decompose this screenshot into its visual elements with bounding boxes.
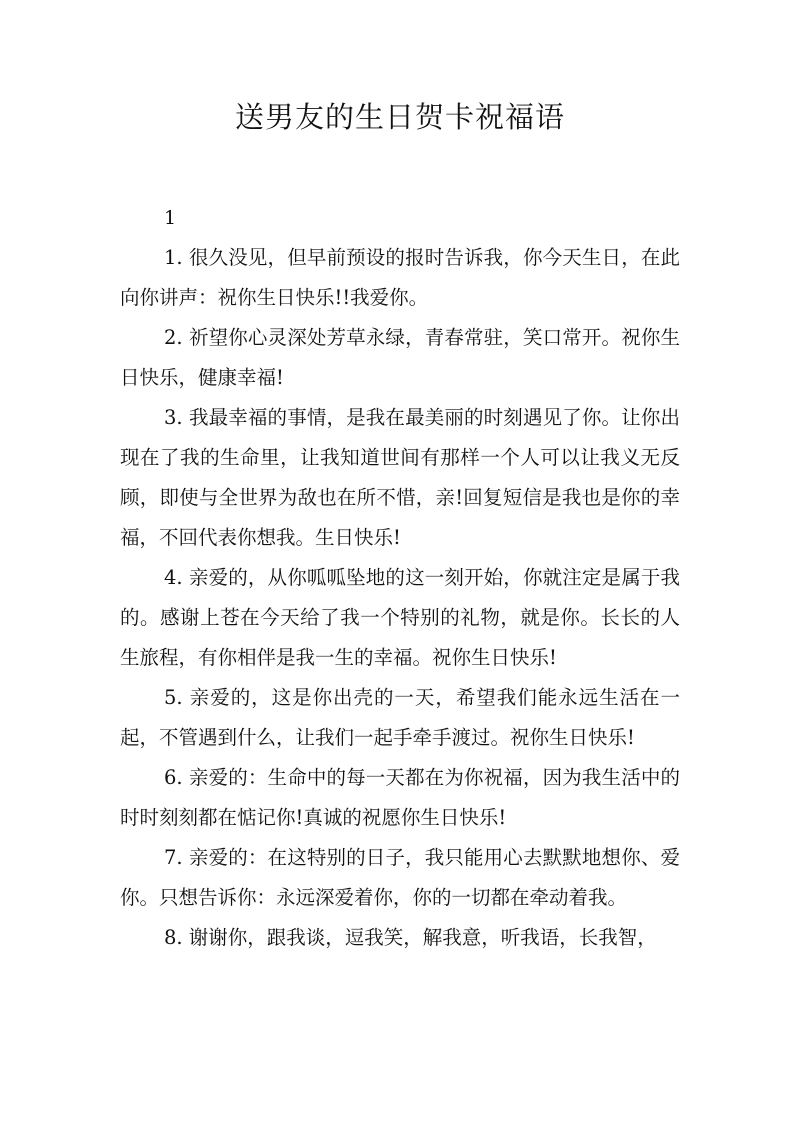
paragraph-4: 4. 亲爱的，从你呱呱坠地的这一刻开始，你就注定是属于我的。感谢上苍在今天给了我一个特别的礼物，就是你。长长的人生旅程，有你相伴是我一生的幸福。祝你生日快乐! (120, 566, 680, 669)
paragraph-6: 6. 亲爱的：生命中的每一天都在为你祝福，因为我生活中的时时刻刻都在惦记你!真诚的祝愿你生日快乐! (120, 766, 680, 829)
paragraph-3: 3. 我最幸福的事情，是我在最美丽的时刻遇见了你。让你出现在了我的生命里，让我知道世间有那样一个人可以让我义无反顾，即使与全世界为敌也在所不惜，亲!回复短信是我也是你的幸福，不回代表你想我。生日快乐! (120, 406, 680, 549)
document-body (120, 198, 680, 958)
paragraph-2: 2. 祈望你心灵深处芳草永绿，青春常驻，笑口常开。祝你生日快乐，健康幸福! (120, 326, 680, 389)
document-title: 送男友的生日贺卡祝福语 (234, 100, 565, 134)
paragraph-7: 7. 亲爱的：在这特别的日子，我只能用心去默默地想你、爱你。只想告诉你：永远深爱着你，你的一切都在牵动着我。 (120, 846, 680, 909)
paragraph-8: 8. 谢谢你，跟我谈，逗我笑，解我意，听我语，长我智， (164, 926, 657, 949)
paragraph-5: 5. 亲爱的，这是你出壳的一天，希望我们能永远生活在一起，不管遇到什么，让我们一起手牵手渡过。祝你生日快乐! (120, 686, 680, 749)
paragraph-1: 1. 很久没见，但早前预设的报时告诉我，你今天生日，在此向你讲声：祝你生日快乐!!我爱你。 (120, 246, 680, 309)
section-number: 1 (164, 207, 177, 229)
